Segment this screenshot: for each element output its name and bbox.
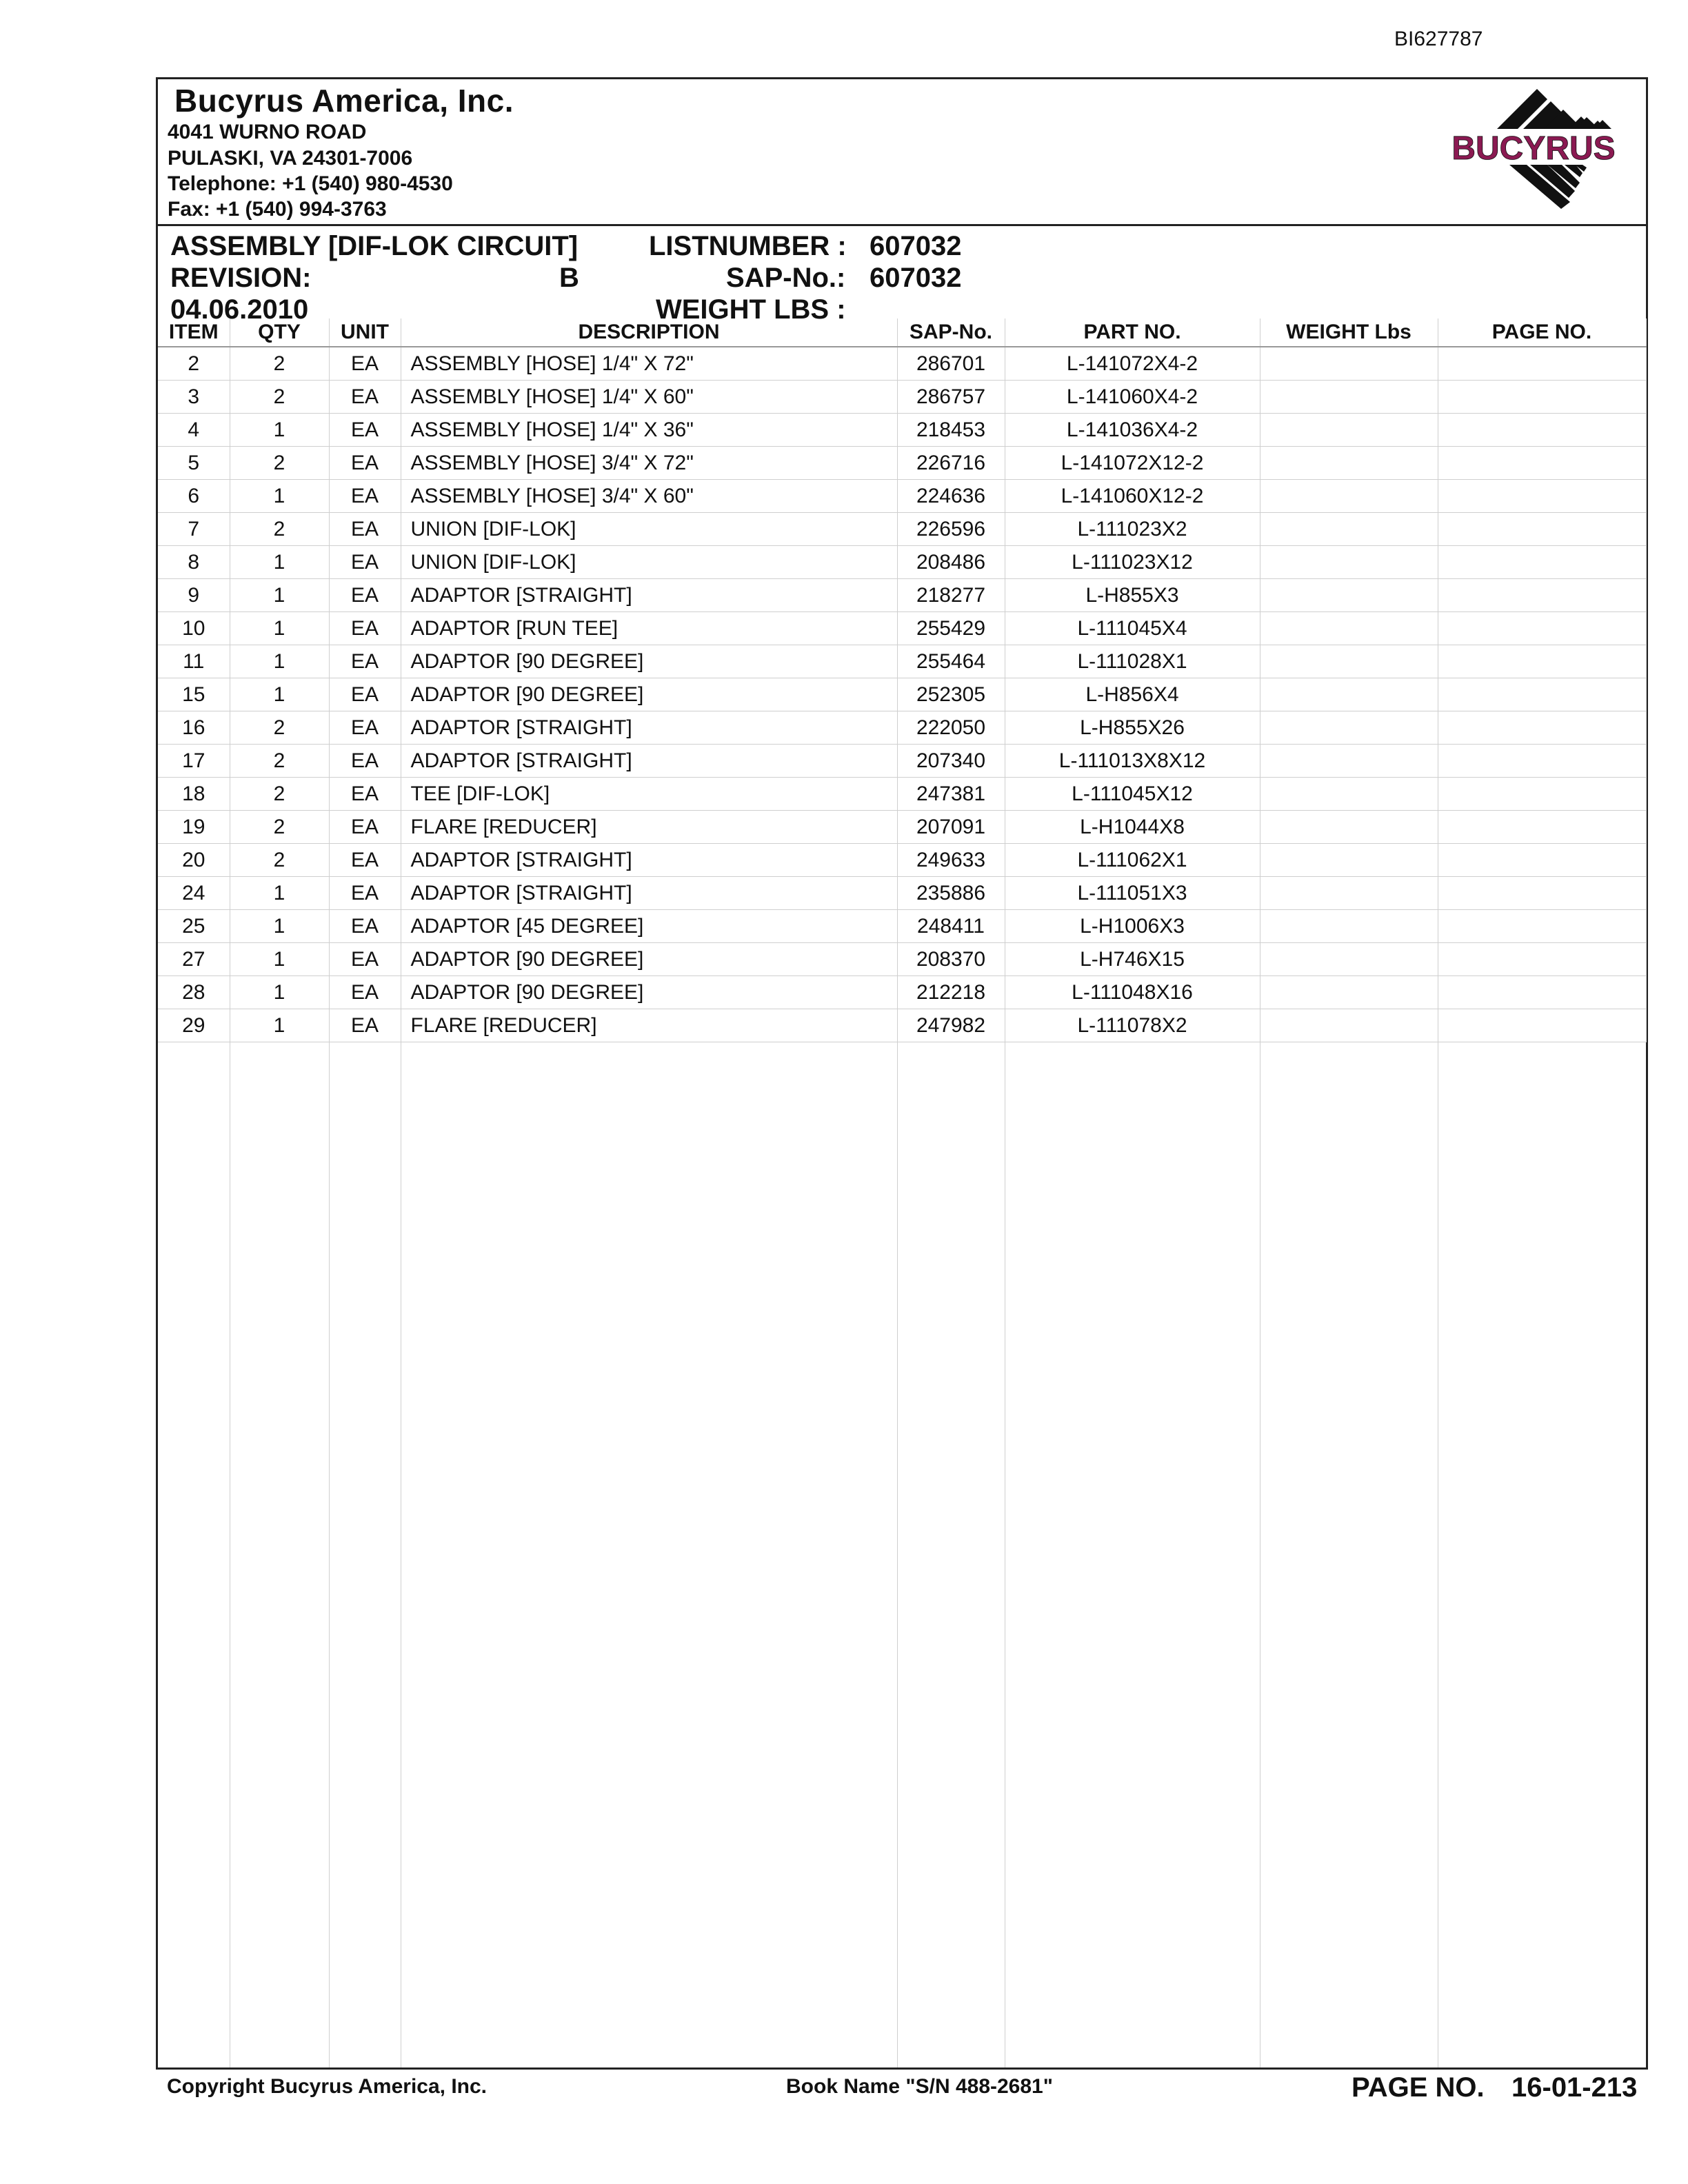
table-row (158, 844, 1646, 877)
cell-item: 9 (158, 579, 230, 612)
cell-part-no: L-111048X16 (1005, 976, 1260, 1009)
cell-sap-no: 255464 (897, 645, 1005, 678)
cell-unit: EA (329, 579, 401, 612)
cell-item: 5 (158, 447, 230, 480)
cell-item: 6 (158, 480, 230, 513)
cell-qty: 2 (230, 778, 329, 811)
cell-description: FLARE [REDUCER] (401, 1009, 897, 1042)
cell-item: 7 (158, 513, 230, 546)
cell-unit: EA (329, 645, 401, 678)
listnumber-label: LISTNUMBER : (649, 231, 847, 261)
cell-page-no (1438, 745, 1646, 778)
cell-description: UNION [DIF-LOK] (401, 513, 897, 546)
cell-weight (1260, 910, 1438, 943)
footer-page-number: 16-01-213 (1511, 2072, 1638, 2103)
cell-item: 24 (158, 877, 230, 910)
cell-description: ADAPTOR [STRAIGHT] (401, 579, 897, 612)
cell-unit: EA (329, 480, 401, 513)
cell-qty: 1 (230, 579, 329, 612)
cell-page-no (1438, 447, 1646, 480)
cell-sap-no: 212218 (897, 976, 1005, 1009)
cell-page-no (1438, 976, 1646, 1009)
parts-list-frame (156, 77, 1648, 2070)
cell-part-no: L-111045X4 (1005, 612, 1260, 645)
listnumber-value: 607032 (870, 231, 962, 261)
cell-description: ADAPTOR [RUN TEE] (401, 612, 897, 645)
address-line: PULASKI, VA 24301-7006 (168, 147, 413, 170)
column-header-page-no: PAGE NO. (1438, 318, 1646, 347)
cell-unit: EA (329, 811, 401, 844)
cell-item: 3 (158, 381, 230, 414)
cell-weight (1260, 546, 1438, 579)
cell-item: 15 (158, 678, 230, 711)
cell-part-no: L-111023X12 (1005, 546, 1260, 579)
cell-unit: EA (329, 1009, 401, 1042)
cell-unit: EA (329, 976, 401, 1009)
cell-unit: EA (329, 910, 401, 943)
cell-item: 20 (158, 844, 230, 877)
column-header-weight: WEIGHT Lbs (1260, 318, 1438, 347)
cell-page-no (1438, 811, 1646, 844)
cell-part-no: L-111028X1 (1005, 645, 1260, 678)
cell-qty: 1 (230, 678, 329, 711)
cell-qty: 1 (230, 877, 329, 910)
cell-item: 2 (158, 347, 230, 381)
cell-weight (1260, 381, 1438, 414)
company-name: Bucyrus America, Inc. (174, 83, 514, 119)
cell-weight (1260, 447, 1438, 480)
cell-sap-no: 235886 (897, 877, 1005, 910)
cell-part-no: L-H855X3 (1005, 579, 1260, 612)
cell-part-no: L-111062X1 (1005, 844, 1260, 877)
cell-unit: EA (329, 943, 401, 976)
cell-description: ADAPTOR [90 DEGREE] (401, 645, 897, 678)
cell-page-no (1438, 645, 1646, 678)
logo-wordmark: BUCYRUS (1451, 130, 1616, 167)
cell-sap-no: 208370 (897, 943, 1005, 976)
cell-unit: EA (329, 381, 401, 414)
cell-sap-no: 224636 (897, 480, 1005, 513)
column-divider (897, 1042, 898, 2067)
cell-description: ASSEMBLY [HOSE] 1/4" X 36" (401, 414, 897, 447)
cell-qty: 2 (230, 447, 329, 480)
cell-weight (1260, 711, 1438, 745)
cell-description: ADAPTOR [STRAIGHT] (401, 711, 897, 745)
weight-label: WEIGHT LBS : (656, 294, 846, 325)
cell-item: 25 (158, 910, 230, 943)
table-row (158, 579, 1646, 612)
table-row (158, 645, 1646, 678)
cell-qty: 2 (230, 844, 329, 877)
cell-qty: 1 (230, 976, 329, 1009)
cell-qty: 2 (230, 711, 329, 745)
cell-sap-no: 249633 (897, 844, 1005, 877)
cell-description: ASSEMBLY [HOSE] 1/4" X 72" (401, 347, 897, 381)
cell-page-no (1438, 546, 1646, 579)
cell-sap-no: 226596 (897, 513, 1005, 546)
parts-table (158, 318, 1647, 1042)
cell-sap-no: 255429 (897, 612, 1005, 645)
cell-page-no (1438, 778, 1646, 811)
cell-sap-no: 208486 (897, 546, 1005, 579)
cell-sap-no: 226716 (897, 447, 1005, 480)
column-header-unit: UNIT (329, 318, 401, 347)
cell-description: ADAPTOR [45 DEGREE] (401, 910, 897, 943)
cell-qty: 1 (230, 943, 329, 976)
footer-book-name: Book Name "S/N 488-2681" (786, 2075, 1053, 2098)
cell-page-no (1438, 678, 1646, 711)
cell-page-no (1438, 1009, 1646, 1042)
cell-qty: 2 (230, 745, 329, 778)
table-row (158, 711, 1646, 745)
cell-sap-no: 286757 (897, 381, 1005, 414)
cell-unit: EA (329, 513, 401, 546)
column-header-part-no: PART NO. (1005, 318, 1260, 347)
cell-part-no: L-111078X2 (1005, 1009, 1260, 1042)
column-header-sap-no: SAP-No. (897, 318, 1005, 347)
cell-qty: 1 (230, 612, 329, 645)
footer-copyright: Copyright Bucyrus America, Inc. (167, 2075, 488, 2098)
cell-sap-no: 247982 (897, 1009, 1005, 1042)
cell-part-no: L-111051X3 (1005, 877, 1260, 910)
cell-sap-no: 248411 (897, 910, 1005, 943)
cell-sap-no: 207091 (897, 811, 1005, 844)
cell-qty: 1 (230, 546, 329, 579)
cell-weight (1260, 745, 1438, 778)
cell-sap-no: 218453 (897, 414, 1005, 447)
footer-page-label: PAGE NO. (1352, 2072, 1485, 2103)
table-row (158, 546, 1646, 579)
cell-unit: EA (329, 745, 401, 778)
cell-item: 18 (158, 778, 230, 811)
table-row (158, 877, 1646, 910)
cell-weight (1260, 811, 1438, 844)
cell-qty: 2 (230, 811, 329, 844)
cell-part-no: L-111045X12 (1005, 778, 1260, 811)
cell-unit: EA (329, 414, 401, 447)
table-row (158, 513, 1646, 546)
telephone-line: Telephone: +1 (540) 980-4530 (168, 172, 453, 195)
cell-qty: 1 (230, 1009, 329, 1042)
table-row (158, 745, 1646, 778)
cell-description: UNION [DIF-LOK] (401, 546, 897, 579)
table-row (158, 347, 1646, 381)
cell-weight (1260, 414, 1438, 447)
revision-value: B (559, 263, 579, 293)
cell-item: 16 (158, 711, 230, 745)
table-row (158, 811, 1646, 844)
table-row (158, 943, 1646, 976)
cell-item: 29 (158, 1009, 230, 1042)
cell-sap-no: 252305 (897, 678, 1005, 711)
table-header-row (158, 318, 1646, 347)
cell-weight (1260, 678, 1438, 711)
cell-part-no: L-141072X4-2 (1005, 347, 1260, 381)
cell-weight (1260, 612, 1438, 645)
cell-description: ADAPTOR [STRAIGHT] (401, 745, 897, 778)
cell-description: ADAPTOR [STRAIGHT] (401, 877, 897, 910)
cell-description: ADAPTOR [90 DEGREE] (401, 678, 897, 711)
cell-page-no (1438, 844, 1646, 877)
cell-part-no: L-H855X26 (1005, 711, 1260, 745)
bucyrus-logo (1434, 88, 1634, 209)
cell-unit: EA (329, 678, 401, 711)
cell-item: 28 (158, 976, 230, 1009)
table-row (158, 976, 1646, 1009)
cell-item: 27 (158, 943, 230, 976)
cell-weight (1260, 579, 1438, 612)
cell-sap-no: 222050 (897, 711, 1005, 745)
cell-qty: 1 (230, 480, 329, 513)
cell-item: 10 (158, 612, 230, 645)
cell-qty: 1 (230, 414, 329, 447)
cell-unit: EA (329, 612, 401, 645)
cell-part-no: L-141072X12-2 (1005, 447, 1260, 480)
cell-part-no: L-H856X4 (1005, 678, 1260, 711)
cell-description: ASSEMBLY [HOSE] 1/4" X 60" (401, 381, 897, 414)
cell-part-no: L-H1044X8 (1005, 811, 1260, 844)
cell-part-no: L-141060X12-2 (1005, 480, 1260, 513)
cell-unit: EA (329, 347, 401, 381)
table-row (158, 678, 1646, 711)
cell-page-no (1438, 513, 1646, 546)
table-row (158, 778, 1646, 811)
fax-line: Fax: +1 (540) 994-3763 (168, 198, 387, 221)
cell-part-no: L-H1006X3 (1005, 910, 1260, 943)
cell-weight (1260, 943, 1438, 976)
table-row (158, 447, 1646, 480)
sap-number-value: 607032 (870, 263, 962, 293)
cell-description: ASSEMBLY [HOSE] 3/4" X 72" (401, 447, 897, 480)
cell-description: FLARE [REDUCER] (401, 811, 897, 844)
cell-page-no (1438, 347, 1646, 381)
cell-qty: 2 (230, 347, 329, 381)
parts-table-body (158, 347, 1646, 1042)
table-row (158, 381, 1646, 414)
table-row (158, 910, 1646, 943)
cell-page-no (1438, 480, 1646, 513)
cell-part-no: L-H746X15 (1005, 943, 1260, 976)
cell-part-no: L-141036X4-2 (1005, 414, 1260, 447)
revision-label: REVISION: (170, 263, 312, 293)
cell-sap-no: 247381 (897, 778, 1005, 811)
cell-sap-no: 218277 (897, 579, 1005, 612)
cell-part-no: L-111013X8X12 (1005, 745, 1260, 778)
cell-unit: EA (329, 546, 401, 579)
sap-number-label: SAP-No.: (726, 263, 846, 293)
cell-page-no (1438, 612, 1646, 645)
column-header-qty: QTY (230, 318, 329, 347)
table-row (158, 414, 1646, 447)
cell-description: TEE [DIF-LOK] (401, 778, 897, 811)
cell-weight (1260, 778, 1438, 811)
cell-item: 4 (158, 414, 230, 447)
company-header (158, 79, 1646, 226)
document-id: BI627787 (1394, 28, 1483, 50)
cell-page-no (1438, 579, 1646, 612)
cell-description: ADAPTOR [STRAIGHT] (401, 844, 897, 877)
cell-page-no (1438, 414, 1646, 447)
assembly-title: ASSEMBLY [DIF-LOK CIRCUIT] (170, 231, 579, 261)
table-row (158, 612, 1646, 645)
revision-date: 04.06.2010 (170, 294, 309, 325)
table-row (158, 480, 1646, 513)
cell-description: ASSEMBLY [HOSE] 3/4" X 60" (401, 480, 897, 513)
cell-sap-no: 207340 (897, 745, 1005, 778)
cell-part-no: L-111023X2 (1005, 513, 1260, 546)
cell-part-no: L-141060X4-2 (1005, 381, 1260, 414)
cell-qty: 2 (230, 381, 329, 414)
table-row (158, 1009, 1646, 1042)
table-column-lines (158, 1042, 1646, 2067)
cell-unit: EA (329, 844, 401, 877)
cell-unit: EA (329, 778, 401, 811)
cell-weight (1260, 645, 1438, 678)
assembly-info (158, 225, 1646, 327)
cell-item: 17 (158, 745, 230, 778)
cell-weight (1260, 844, 1438, 877)
cell-weight (1260, 976, 1438, 1009)
cell-page-no (1438, 877, 1646, 910)
cell-weight (1260, 347, 1438, 381)
cell-item: 19 (158, 811, 230, 844)
cell-qty: 1 (230, 910, 329, 943)
cell-unit: EA (329, 447, 401, 480)
cell-page-no (1438, 943, 1646, 976)
column-header-description: DESCRIPTION (401, 318, 897, 347)
cell-qty: 1 (230, 645, 329, 678)
cell-page-no (1438, 910, 1646, 943)
cell-weight (1260, 513, 1438, 546)
cell-description: ADAPTOR [90 DEGREE] (401, 976, 897, 1009)
cell-item: 11 (158, 645, 230, 678)
column-header-item: ITEM (158, 318, 230, 347)
cell-page-no (1438, 711, 1646, 745)
cell-item: 8 (158, 546, 230, 579)
cell-weight (1260, 480, 1438, 513)
column-divider (329, 1042, 330, 2067)
cell-sap-no: 286701 (897, 347, 1005, 381)
cell-weight (1260, 877, 1438, 910)
cell-unit: EA (329, 711, 401, 745)
cell-qty: 2 (230, 513, 329, 546)
cell-weight (1260, 1009, 1438, 1042)
cell-page-no (1438, 381, 1646, 414)
address-line: 4041 WURNO ROAD (168, 121, 367, 143)
cell-description: ADAPTOR [90 DEGREE] (401, 943, 897, 976)
cell-unit: EA (329, 877, 401, 910)
